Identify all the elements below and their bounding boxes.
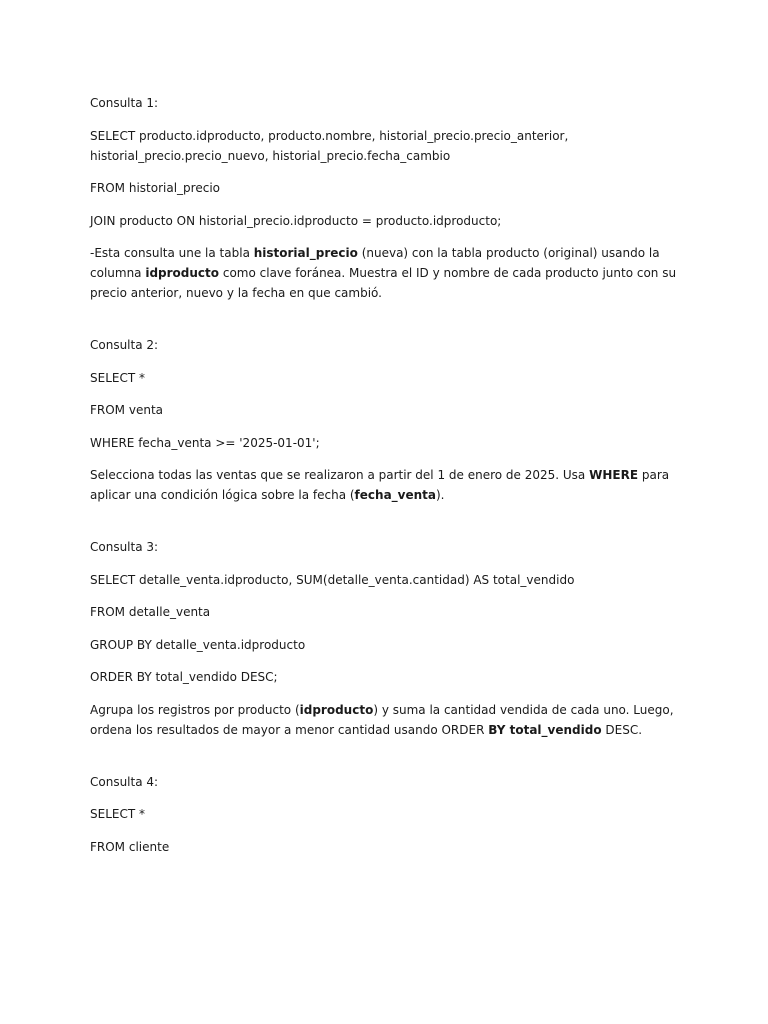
sql-line: FROM venta <box>90 403 164 417</box>
explanation-text: como clave foránea. Muestra el ID y nombre de cada producto junto con su precio anterior, nuevo y la fecha en que cambió. <box>90 266 677 300</box>
sql-line: GROUP BY detalle_venta.idproducto <box>90 637 306 652</box>
sql-line: WHERE fecha_venta >= '2025-01-01'; <box>90 435 320 450</box>
explanation-bold: idproducto <box>299 702 374 717</box>
explanation-text: para aplicar una condición lógica sobre la fecha ( <box>90 468 670 502</box>
sql-line: SELECT detalle_venta.idproducto, SUM(detalle_venta.cantidad) AS total_vendido <box>90 572 575 587</box>
document-body <box>90 93 678 869</box>
explanation-text: Selecciona todas las ventas que se realizaron a partir del 1 de enero de 2025. Usa <box>90 468 590 482</box>
sql-line: SELECT producto.idproducto, producto.nombre, historial_precio.precio_anterior, historial_precio.precio_nuevo, historial_precio.fecha_cambio <box>90 128 569 163</box>
explanation-text: ) y suma la cantidad vendida de cada uno. Luego, ordena los resultados de mayor a menor cantidad usando ORDER <box>90 702 674 737</box>
explanation-paragraph <box>90 465 678 505</box>
sql-line: FROM cliente <box>90 839 170 854</box>
explanation-bold: idproducto <box>145 266 220 280</box>
sql-line: SELECT * <box>90 807 145 821</box>
explanation-bold: BY total_vendido <box>488 722 602 737</box>
section-heading: Consulta 2: <box>90 338 159 352</box>
explanation-text: -Esta consulta une la tabla <box>90 246 254 260</box>
explanation-bold: fecha_venta <box>354 488 436 502</box>
explanation-paragraph <box>90 243 678 303</box>
sql-line: FROM detalle_venta <box>90 605 211 619</box>
explanation-text: Agrupa los registros por producto ( <box>90 702 300 717</box>
sql-line: JOIN producto ON historial_precio.idproducto = producto.idproducto; <box>90 213 502 228</box>
sql-line: SELECT * <box>90 370 145 385</box>
explanation-text: ). <box>436 488 445 502</box>
explanation-text: DESC. <box>601 722 643 737</box>
section-heading: Consulta 4: <box>90 774 159 789</box>
explanation-paragraph <box>90 700 678 740</box>
explanation-bold: WHERE <box>589 468 639 482</box>
section-heading: Consulta 3: <box>90 540 159 554</box>
explanation-bold: historial_precio <box>253 246 358 260</box>
sql-line: ORDER BY total_vendido DESC; <box>90 670 278 684</box>
sql-line: FROM historial_precio <box>90 181 220 195</box>
explanation-text: (nueva) con la tabla producto (original) usando la columna <box>90 246 660 280</box>
section-heading: Consulta 1: <box>90 96 159 110</box>
